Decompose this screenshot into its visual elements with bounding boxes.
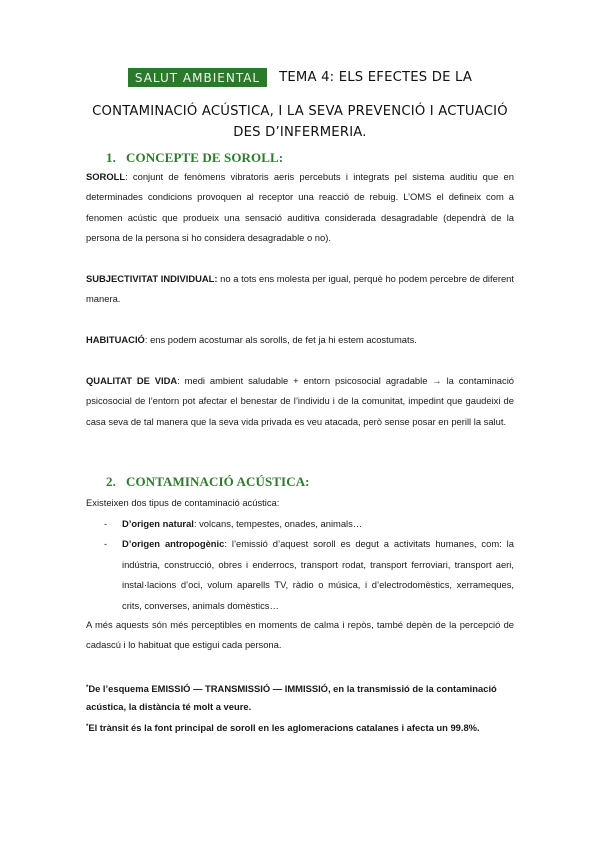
term-label: D’origen antropogènic bbox=[122, 538, 225, 550]
section-2-title: CONTAMINACIÓ ACÚSTICA: bbox=[126, 474, 310, 489]
term-label: SUBJECTIVITAT INDIVIDUAL: bbox=[86, 273, 218, 284]
note-text: De l’esquema EMISSIÓ — TRANSMISSIÓ — IMMISSIÓ, en la transmissió de la contaminació acústica, la distància té molt a veure. bbox=[86, 683, 497, 712]
term-label: HABITUACIÓ bbox=[86, 334, 145, 345]
note-2 bbox=[86, 718, 516, 737]
section-2-number: 2. bbox=[106, 474, 116, 489]
term-text: : medi ambient saludable + entorn psicosocial agradable → la contaminació psicosocial de l’entorn pot afectar el benestar de l’individu i de la comunitat, impedint que gaudeixi de casa seva de tal manera que la seva vida privada es veu atacada, però sense posar en perill la salut. bbox=[86, 375, 514, 427]
title-row bbox=[86, 68, 514, 87]
section-1-title: CONCEPTE DE SOROLL: bbox=[126, 150, 284, 165]
subject-tag: SALUT AMBIENTAL bbox=[128, 68, 267, 87]
term-text: : ens podem acostumar als sorolls, de fet ja hi estem acostumats. bbox=[144, 334, 417, 345]
term-text: : volcans, tempestes, onades, animals… bbox=[193, 518, 363, 529]
term-label: D’origen natural bbox=[122, 518, 194, 529]
definition-soroll bbox=[86, 167, 514, 249]
title-line-1: TEMA 4: ELS EFECTES DE LA bbox=[279, 70, 473, 85]
definition-qualitat-de-vida bbox=[86, 371, 514, 432]
term-text: no a tots ens molesta per igual, perquè ho podem percebre de diferent manera. bbox=[86, 273, 514, 305]
bullet-dash: - bbox=[104, 538, 108, 550]
note-text: El trànsit és la font principal de soroll en les aglomeracions catalanes i afecta un 99.8%. bbox=[88, 722, 480, 733]
term-text: : l’emissió d’aquest soroll es degut a activitats humanes, com: la indústria, construcció, obres i enderrocs, transport rodat, transport ferroviari, transport aeri, instal·lacions d’oci, volum aparells TV, ràdio o música, i d’electrodomèstics, xerrameques, crits, converses, animals domèstics… bbox=[122, 538, 514, 611]
section-2-closing: A més aquests són més perceptibles en moments de calma i repòs, també depèn de la percepció de cadascú i lo habituat que estigui cada persona. bbox=[86, 619, 514, 651]
section-1-heading bbox=[106, 150, 283, 166]
section-1-number: 1. bbox=[106, 150, 116, 165]
note-1 bbox=[86, 679, 516, 716]
section-2-intro: Existeixen dos tipus de contaminació acústica: bbox=[86, 497, 280, 508]
title-block bbox=[86, 101, 514, 143]
definition-subjectivitat bbox=[86, 269, 514, 310]
title-line-2: CONTAMINACIÓ ACÚSTICA, I LA SEVA PREVENCIÓ I ACTUACIÓ bbox=[92, 104, 508, 119]
bullet-dash: - bbox=[104, 518, 108, 529]
note-mark: * bbox=[86, 724, 89, 730]
definition-habituacio bbox=[86, 330, 514, 350]
term-text: : conjunt de fenòmens vibratoris aeris percebuts i integrats pel sistema auditiu que en determinades condicions provoquen al receptor una reacció de rebuig. L’OMS el defineix com a fenomen acústic que produeix una sensació auditiva considerada desagradable (dependrà de la persona de la persona si ho considera desagradable o no). bbox=[86, 171, 514, 244]
list-item bbox=[86, 514, 514, 534]
title-line-3: DES D’INFERMERIA. bbox=[233, 125, 367, 140]
list-item bbox=[86, 534, 514, 616]
term-label: QUALITAT DE VIDA bbox=[86, 375, 178, 386]
origin-list bbox=[86, 514, 514, 616]
note-mark: * bbox=[86, 685, 89, 691]
term-label: SOROLL bbox=[86, 171, 126, 182]
section-2-heading bbox=[106, 474, 310, 490]
